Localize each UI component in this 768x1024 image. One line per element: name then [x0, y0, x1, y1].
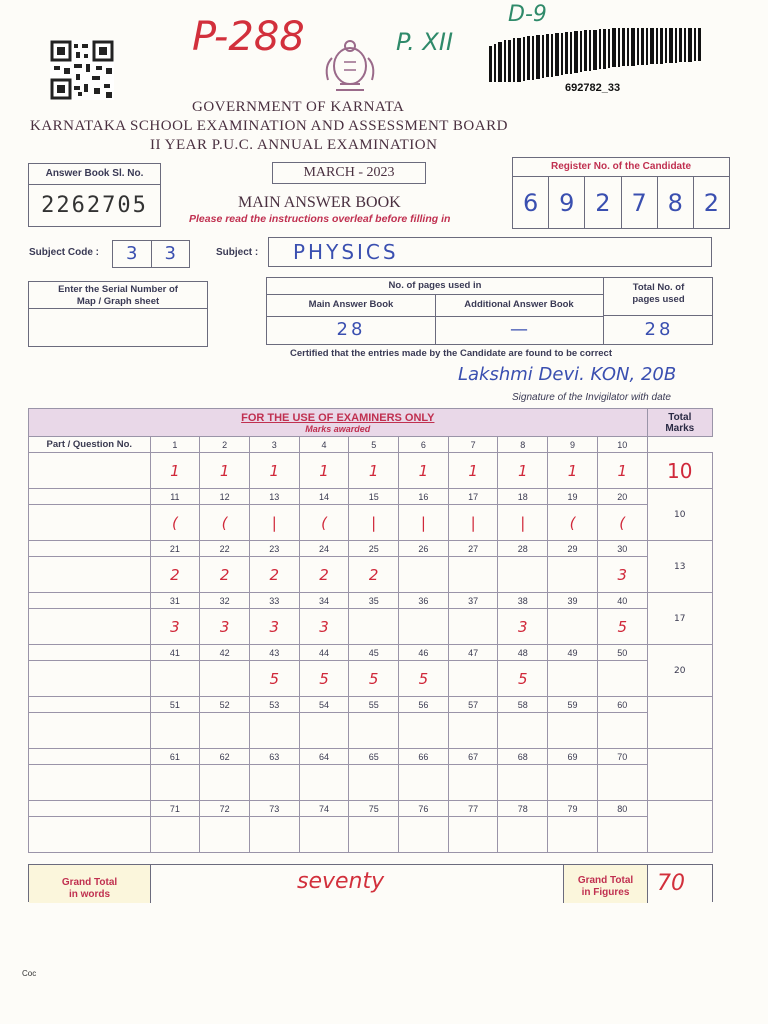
question-mark: 5: [299, 661, 349, 697]
question-mark: [150, 713, 200, 749]
question-mark: [150, 817, 200, 853]
question-mark: 5: [597, 609, 647, 645]
question-mark: [548, 765, 598, 801]
question-number: 6: [399, 437, 449, 453]
question-mark: [200, 661, 250, 697]
marks-row: [29, 713, 713, 749]
question-mark: [548, 713, 598, 749]
register-digit: 2: [585, 177, 621, 229]
question-number: 76: [399, 801, 449, 817]
question-number: 42: [200, 645, 250, 661]
question-mark: [399, 765, 449, 801]
question-number: 2: [200, 437, 250, 453]
header-line-1: GOVERNMENT OF KARNATA: [192, 99, 405, 115]
blank-cell: [29, 453, 151, 489]
question-number: 23: [249, 541, 299, 557]
exam-month: MARCH - 2023: [272, 162, 426, 184]
question-number: 33: [249, 593, 299, 609]
footer-code: Coc: [22, 969, 37, 978]
question-mark: 1: [597, 453, 647, 489]
question-number: 80: [597, 801, 647, 817]
question-mark: 1: [498, 453, 548, 489]
examiners-header-cell: [29, 409, 648, 437]
qr-code-icon: [50, 40, 114, 100]
question-number: 36: [399, 593, 449, 609]
subject-code-digit: 3: [164, 243, 176, 264]
question-number: 46: [399, 645, 449, 661]
question-number: 1: [150, 437, 200, 453]
marks-row: [29, 609, 713, 645]
grand-total-words-label-2: in words: [68, 889, 111, 900]
question-mark: [448, 713, 498, 749]
register-digit: 8: [658, 177, 694, 229]
question-mark: |: [249, 505, 299, 541]
question-number: 78: [498, 801, 548, 817]
question-mark: 2: [150, 557, 200, 593]
question-number: 48: [498, 645, 548, 661]
register-digit: 2: [703, 189, 720, 217]
question-number: 22: [200, 541, 250, 557]
question-number: 56: [399, 697, 449, 713]
question-number: 12: [200, 489, 250, 505]
question-number: 68: [498, 749, 548, 765]
question-number: 44: [299, 645, 349, 661]
answer-book-label: Answer Book Sl. No.: [29, 164, 160, 185]
question-mark: 2: [249, 557, 299, 593]
karnataka-emblem-icon: [318, 36, 382, 94]
question-number: 45: [349, 645, 399, 661]
register-digit: 7: [622, 177, 658, 229]
question-number: 52: [200, 697, 250, 713]
question-mark: 2: [299, 557, 349, 593]
question-mark: [498, 817, 548, 853]
question-number: 17: [448, 489, 498, 505]
total-marks-label-2: Marks: [665, 422, 695, 434]
question-number: 73: [249, 801, 299, 817]
question-mark: [498, 713, 548, 749]
question-mark: [249, 817, 299, 853]
blank-cell: [29, 817, 151, 853]
question-mark: [597, 661, 647, 697]
question-mark: 5: [349, 661, 399, 697]
question-number: 37: [448, 593, 498, 609]
marks-row: [29, 817, 713, 853]
examiners-table: [28, 408, 713, 853]
pages-header: No. of pages used in: [267, 278, 603, 295]
row-total-marks: 10: [647, 489, 712, 541]
question-mark: [349, 765, 399, 801]
question-mark: [548, 609, 598, 645]
certified-text: Certified that the entries made by the Candidate are found to be correct: [290, 348, 613, 359]
examiners-subtitle: Marks awarded: [305, 423, 371, 434]
question-mark: (: [597, 505, 647, 541]
grand-total-figures-label-1: Grand Total: [577, 875, 634, 886]
register-digit: 6: [513, 177, 549, 229]
question-mark: [150, 661, 200, 697]
question-mark: [448, 661, 498, 697]
grand-total-box: [28, 864, 713, 902]
question-number: 54: [299, 697, 349, 713]
question-number: 63: [249, 749, 299, 765]
row-total-marks: [647, 801, 712, 853]
question-mark: [200, 817, 250, 853]
marks-row: [29, 505, 713, 541]
row-total-marks: 13: [647, 541, 712, 593]
serial-map-label-2: Map / Graph sheet: [76, 296, 160, 307]
blank-cell: [29, 661, 151, 697]
question-number: 79: [548, 801, 598, 817]
question-mark: 3: [200, 609, 250, 645]
register-label: Register No. of the Candidate: [513, 158, 729, 177]
question-mark: [349, 609, 399, 645]
invigilator-signature: Lakshmi Devi. KON, 20B: [458, 364, 677, 385]
question-number: 35: [349, 593, 399, 609]
question-number: 51: [150, 697, 200, 713]
question-mark: [249, 765, 299, 801]
question-mark: 5: [249, 661, 299, 697]
question-mark: 1: [200, 453, 250, 489]
serial-map-label-1: Enter the Serial Number of: [58, 284, 178, 295]
blank-cell: [29, 801, 151, 817]
grand-total-words-label-1: Grand Total: [61, 877, 118, 888]
question-number: 38: [498, 593, 548, 609]
question-mark: [399, 713, 449, 749]
handwritten-code-2: P. XII: [396, 28, 454, 56]
blank-cell: [29, 557, 151, 593]
question-number: 71: [150, 801, 200, 817]
question-mark: [299, 713, 349, 749]
answer-book-number: 2262705: [41, 193, 148, 218]
question-number: 8: [498, 437, 548, 453]
question-mark: |: [349, 505, 399, 541]
question-number: 5: [349, 437, 399, 453]
question-mark: 5: [498, 661, 548, 697]
question-number: 64: [299, 749, 349, 765]
question-mark: (: [548, 505, 598, 541]
question-number: 24: [299, 541, 349, 557]
question-number: 55: [349, 697, 399, 713]
question-number: 13: [249, 489, 299, 505]
question-number: 47: [448, 645, 498, 661]
total-pages-value: 28: [603, 316, 714, 344]
question-mark: [548, 557, 598, 593]
grand-total-words-value: seventy: [297, 869, 385, 894]
blank-cell: [29, 749, 151, 765]
question-number: 58: [498, 697, 548, 713]
question-mark: [399, 609, 449, 645]
question-number: 74: [299, 801, 349, 817]
question-number: 59: [548, 697, 598, 713]
question-mark: [349, 817, 399, 853]
question-mark: 1: [548, 453, 598, 489]
subject-label: Subject :: [216, 247, 259, 258]
row-total-marks: 20: [647, 645, 712, 697]
total-marks-header: [647, 409, 712, 437]
question-number: 40: [597, 593, 647, 609]
question-mark: 1: [249, 453, 299, 489]
additional-book-label: Additional Answer Book: [435, 294, 603, 317]
question-number-row: [29, 437, 713, 453]
question-number: 32: [200, 593, 250, 609]
header-line-3: II YEAR P.U.C. ANNUAL EXAMINATION: [150, 137, 438, 153]
question-number: 62: [200, 749, 250, 765]
register-box: [512, 157, 730, 229]
question-number-row: [29, 541, 713, 557]
question-number: 67: [448, 749, 498, 765]
row-total-marks: 10: [647, 453, 712, 489]
question-number: 57: [448, 697, 498, 713]
marks-row: [29, 557, 713, 593]
question-mark: [597, 765, 647, 801]
question-number-row: [29, 645, 713, 661]
question-number: 29: [548, 541, 598, 557]
question-mark: 3: [150, 609, 200, 645]
question-number: 61: [150, 749, 200, 765]
question-mark: 1: [448, 453, 498, 489]
question-number: 3: [249, 437, 299, 453]
question-mark: 2: [200, 557, 250, 593]
question-number: 31: [150, 593, 200, 609]
question-number: 30: [597, 541, 647, 557]
question-mark: [399, 557, 449, 593]
question-mark: [200, 765, 250, 801]
question-mark: 1: [150, 453, 200, 489]
question-number: 43: [249, 645, 299, 661]
blank-cell: [29, 645, 151, 661]
question-mark: 3: [299, 609, 349, 645]
pages-box: [266, 277, 713, 345]
question-mark: [448, 609, 498, 645]
question-number-row: [29, 593, 713, 609]
question-number: 60: [597, 697, 647, 713]
question-number: 25: [349, 541, 399, 557]
question-number: 18: [498, 489, 548, 505]
question-mark: 3: [249, 609, 299, 645]
question-mark: (: [200, 505, 250, 541]
question-number: 65: [349, 749, 399, 765]
question-number: 66: [399, 749, 449, 765]
question-number: 20: [597, 489, 647, 505]
question-number: 69: [548, 749, 598, 765]
question-mark: |: [399, 505, 449, 541]
question-mark: [399, 817, 449, 853]
question-mark: 2: [349, 557, 399, 593]
question-number: 9: [548, 437, 598, 453]
question-number: 19: [548, 489, 598, 505]
question-number: 4: [299, 437, 349, 453]
blank-cell: [29, 609, 151, 645]
grand-total-figures-label-2: in Figures: [581, 887, 630, 898]
blank-cell: [29, 505, 151, 541]
question-number: 77: [448, 801, 498, 817]
row-total-marks: [647, 697, 712, 749]
question-number: 72: [200, 801, 250, 817]
question-number: 41: [150, 645, 200, 661]
question-mark: [349, 713, 399, 749]
blank-cell: [29, 593, 151, 609]
question-number: 39: [548, 593, 598, 609]
question-mark: 1: [299, 453, 349, 489]
marks-row: [29, 765, 713, 801]
main-pages-value: 28: [267, 316, 436, 344]
total-marks-label-1: Total: [668, 411, 692, 423]
question-mark: [597, 817, 647, 853]
question-number-row: [29, 697, 713, 713]
total-pages-label-1: Total No. of: [632, 282, 685, 293]
question-number-row: [29, 489, 713, 505]
blank-cell: [29, 489, 151, 505]
question-mark: [448, 557, 498, 593]
question-number: 27: [448, 541, 498, 557]
question-mark: 3: [597, 557, 647, 593]
question-mark: |: [498, 505, 548, 541]
question-mark: [200, 713, 250, 749]
marks-row: [29, 661, 713, 697]
question-mark: 3: [498, 609, 548, 645]
question-mark: [299, 765, 349, 801]
register-digit: 9: [549, 177, 585, 229]
grand-total-figures-value: 70: [657, 871, 685, 896]
question-mark: [448, 817, 498, 853]
answer-book-box: [28, 163, 161, 227]
question-number: 26: [399, 541, 449, 557]
question-number-row: [29, 801, 713, 817]
question-mark: [498, 765, 548, 801]
main-book-label: Main Answer Book: [267, 294, 436, 317]
barcode-icon: [489, 28, 703, 84]
invigilator-caption: Signature of the Invigilator with date: [512, 392, 671, 403]
question-mark: (: [299, 505, 349, 541]
book-title: MAIN ANSWER BOOK: [238, 194, 401, 211]
row-total-marks: 17: [647, 593, 712, 645]
subject-value: PHYSICS: [293, 240, 399, 264]
question-number: 21: [150, 541, 200, 557]
question-mark: |: [448, 505, 498, 541]
subject-box: [268, 237, 712, 267]
question-number: 53: [249, 697, 299, 713]
question-mark: (: [150, 505, 200, 541]
question-mark: 1: [399, 453, 449, 489]
part-question-label: Part / Question No.: [29, 437, 151, 453]
question-number: 49: [548, 645, 598, 661]
question-mark: [448, 765, 498, 801]
handwritten-code-1: P-288: [192, 14, 305, 60]
subject-code-box: [112, 240, 190, 268]
question-mark: [299, 817, 349, 853]
question-number: 75: [349, 801, 399, 817]
question-mark: [548, 661, 598, 697]
subject-code-label: Subject Code :: [29, 247, 100, 258]
blank-cell: [29, 541, 151, 557]
additional-pages-value: —: [510, 319, 528, 340]
examiners-title: FOR THE USE OF EXAMINERS ONLY: [241, 411, 435, 424]
question-number: 16: [399, 489, 449, 505]
total-pages-label-2: pages used: [632, 294, 685, 305]
header-line-2: KARNATAKA SCHOOL EXAMINATION AND ASSESSMENT BOARD: [30, 118, 508, 134]
barcode-number: 692782_33: [565, 82, 621, 94]
question-mark: 1: [349, 453, 399, 489]
question-number: 70: [597, 749, 647, 765]
question-mark: [498, 557, 548, 593]
question-mark: [597, 713, 647, 749]
question-number: 28: [498, 541, 548, 557]
question-number: 11: [150, 489, 200, 505]
question-number: 50: [597, 645, 647, 661]
question-mark: [548, 817, 598, 853]
question-number: 14: [299, 489, 349, 505]
serial-map-box: [28, 281, 208, 347]
blank-cell: [29, 697, 151, 713]
question-mark: 5: [399, 661, 449, 697]
question-number: 34: [299, 593, 349, 609]
question-mark: [150, 765, 200, 801]
subject-code-digit: 3: [113, 241, 152, 267]
row-total-marks: [647, 749, 712, 801]
question-number-row: [29, 749, 713, 765]
question-mark: [249, 713, 299, 749]
blank-cell: [29, 765, 151, 801]
handwritten-code-3: D-9: [508, 2, 547, 27]
question-number: 15: [349, 489, 399, 505]
question-number: 7: [448, 437, 498, 453]
marks-row: [29, 453, 713, 489]
blank-cell: [29, 713, 151, 749]
question-number: 10: [597, 437, 647, 453]
instruction-text: Please read the instructions overleaf before filling in: [189, 213, 451, 225]
